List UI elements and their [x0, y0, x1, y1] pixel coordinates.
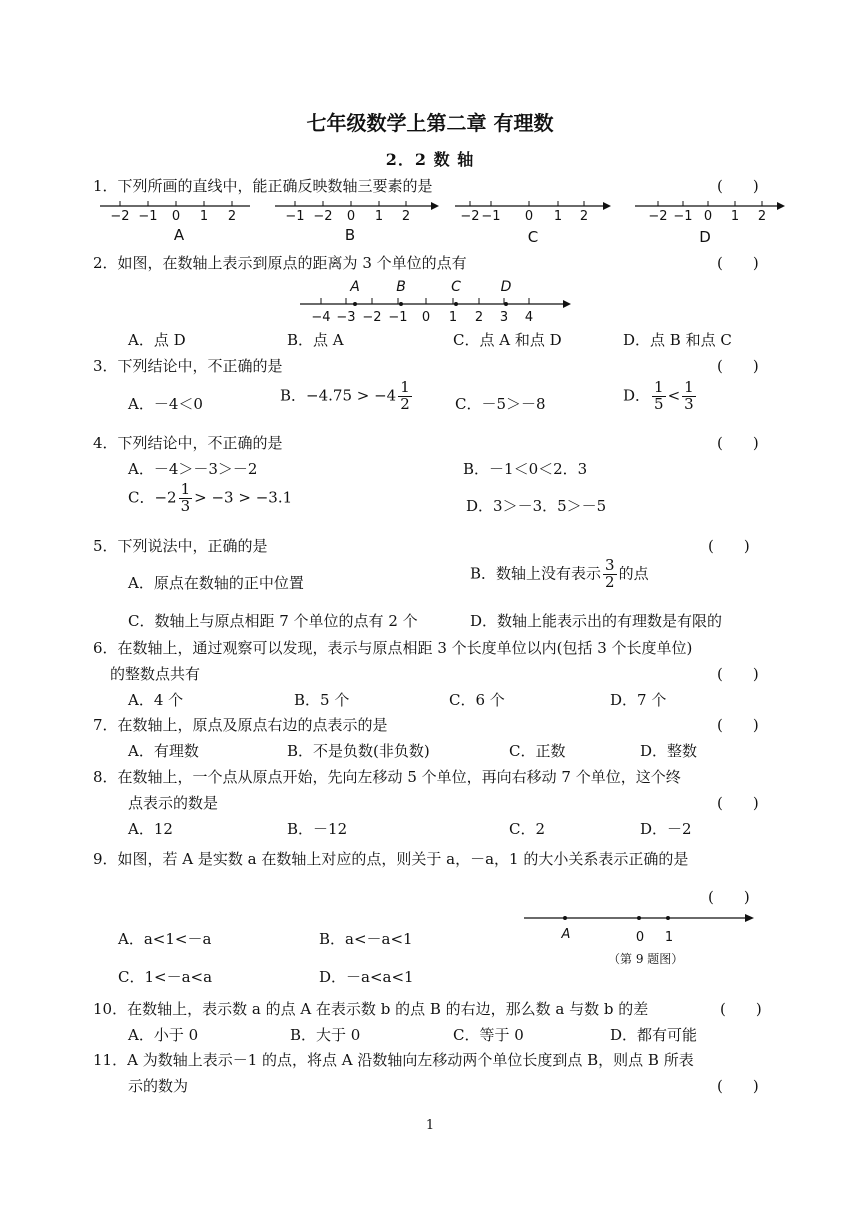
- q5-option-c: C．数轴上与原点相距 7 个单位的点有 2 个: [128, 612, 418, 630]
- q5-option-b-suffix: 的点: [618, 564, 649, 583]
- q8-option-a: A．12: [128, 820, 173, 838]
- q3-option-c: C．－5＞－8: [455, 395, 546, 413]
- axis-d-tick: −1: [673, 209, 693, 224]
- q4-option-c-suffix: > −3 > −3.1: [194, 488, 293, 507]
- q3-option-a: A．－4＜0: [128, 395, 203, 413]
- q9-option-c: C．1<－a<a: [118, 968, 213, 986]
- q7-option-d: D．整数: [640, 742, 698, 760]
- page-number: 1: [425, 1118, 435, 1133]
- q6-option-a: A．4 个: [128, 691, 184, 709]
- axis-c-tick: 1: [553, 209, 563, 224]
- q4-option-d: D．3＞－3．5＞－5: [466, 497, 607, 515]
- q3-option-d: [623, 380, 698, 413]
- fraction-denominator: 2: [605, 572, 615, 591]
- question-2-number-line: [295, 274, 585, 324]
- q8-option-d: D．－2: [640, 820, 692, 838]
- fraction-denominator: 5: [654, 394, 664, 413]
- q5-option-a: A．原点在数轴的正中位置: [128, 574, 304, 592]
- point-label-c: C: [451, 279, 461, 295]
- axis-a-tick: −2: [110, 209, 130, 224]
- axis-d-tick: 1: [730, 209, 740, 224]
- axis-a: [100, 201, 250, 244]
- axis-b-tick: −1: [285, 209, 305, 224]
- q10-option-c: C．等于 0: [453, 1026, 524, 1044]
- q2-option-d: D．点 B 和点 C: [623, 331, 732, 349]
- tick-label: 3: [499, 310, 509, 324]
- q4-option-c: [128, 482, 292, 515]
- axis-b: [275, 201, 439, 244]
- answer-paren-8: ( ): [717, 794, 759, 812]
- axis-d: [635, 201, 785, 246]
- question-4-stem: 4．下列结论中，不正确的是: [93, 434, 283, 452]
- q9-option-b: B．a<－a<1: [319, 930, 413, 948]
- fraction-numerator: 3: [605, 556, 615, 574]
- q5-option-b-fraction: [603, 558, 617, 591]
- tick-label: −1: [388, 310, 408, 324]
- q5-option-b: [470, 558, 649, 591]
- answer-paren-6: ( ): [717, 665, 759, 683]
- q2-option-c: C．点 A 和点 D: [453, 331, 562, 349]
- axis-b-tick: −2: [313, 209, 333, 224]
- axis-a-tick: 1: [199, 209, 209, 224]
- answer-paren-10: ( ): [720, 1000, 762, 1018]
- q3-option-d-fraction-2: [682, 380, 696, 413]
- tick-label: −3: [336, 310, 356, 324]
- q3-option-b: [280, 380, 414, 413]
- tick-label: 1: [448, 310, 458, 324]
- point-label-b: B: [396, 279, 406, 295]
- answer-paren-9: ( ): [708, 888, 750, 906]
- q9-option-d: D．－a<a<1: [319, 968, 414, 986]
- axis-a-tick: 0: [171, 209, 181, 224]
- q3-option-b-label: B．: [280, 386, 307, 405]
- q6-option-c: C．6 个: [449, 691, 505, 709]
- axis-d-tick: 0: [703, 209, 713, 224]
- point-label-d: D: [500, 279, 512, 295]
- axis-b-tick: 0: [346, 209, 356, 224]
- q4-option-c-label: C．: [128, 488, 155, 507]
- question-2-stem: 2．如图，在数轴上表示到原点的距离为 3 个单位的点有: [93, 254, 467, 272]
- axis-b-tick: 1: [374, 209, 384, 224]
- q4-option-c-prefix: −2: [154, 488, 177, 507]
- point-label-a: A: [561, 927, 571, 942]
- axis-c: [455, 201, 611, 246]
- axis-a-tick: 2: [227, 209, 237, 224]
- q10-option-d: D．都有可能: [610, 1026, 698, 1044]
- q2-option-b: B．点 A: [287, 331, 344, 349]
- q5-option-d: D．数轴上能表示出的有理数是有限的: [470, 612, 723, 630]
- answer-paren-3: ( ): [717, 357, 759, 375]
- q4-option-c-fraction: [179, 482, 193, 515]
- question-10-stem: 10．在数轴上，表示数 a 的点 A 在表示数 b 的点 B 的右边，那么数 a 与数 b 的差: [93, 1000, 649, 1018]
- axis-d-tick: −2: [648, 209, 668, 224]
- figure-caption: （第 9 题图）: [608, 952, 684, 966]
- fraction-denominator: 2: [400, 394, 410, 413]
- tick-label: 4: [524, 310, 534, 324]
- question-7-stem: 7．在数轴上，原点及原点右边的点表示的是: [93, 716, 388, 734]
- tick-label: 2: [474, 310, 484, 324]
- fraction-numerator: 1: [684, 378, 694, 396]
- answer-paren-7: ( ): [717, 716, 759, 734]
- question-9-stem: 9．如图，若 A 是实数 a 在数轴上对应的点，则关于 a，－a，1 的大小关系表示正确的是: [93, 850, 689, 868]
- q10-option-a: A．小于 0: [128, 1026, 199, 1044]
- question-8-stem-continued: 点表示的数是: [128, 794, 219, 812]
- question-6-stem-continued: 的整数点共有: [110, 665, 201, 683]
- axis-c-tick: 0: [524, 209, 534, 224]
- fraction-denominator: 3: [180, 496, 191, 515]
- q3-option-b-expr: −4.75 > −4: [306, 386, 397, 405]
- answer-paren-2: ( ): [717, 254, 759, 272]
- fraction-denominator: 3: [684, 394, 694, 413]
- answer-paren-11: ( ): [717, 1077, 759, 1095]
- q8-option-c: C．2: [509, 820, 546, 838]
- q3-option-b-fraction: [398, 380, 412, 413]
- q3-option-d-relation: <: [667, 386, 681, 405]
- q7-option-c: C．正数: [509, 742, 566, 760]
- answer-paren-1: ( ): [717, 177, 759, 195]
- q3-option-d-fraction-1: [652, 380, 666, 413]
- q6-option-d: D．7 个: [610, 691, 667, 709]
- axis-d-letter: D: [699, 228, 711, 246]
- page-title: 七年级数学上第二章 有理数: [306, 111, 554, 135]
- axis-b-letter: B: [344, 226, 356, 244]
- q8-option-b: B．－12: [287, 820, 348, 838]
- q5-option-b-prefix: B．数轴上没有表示: [470, 564, 602, 583]
- q10-option-b: B．大于 0: [290, 1026, 361, 1044]
- answer-paren-5: ( ): [708, 537, 750, 555]
- point-label-a: A: [350, 279, 360, 295]
- question-1-stem: 1．下列所画的直线中，能正确反映数轴三要素的是: [93, 177, 433, 195]
- axis-c-tick: −2: [460, 209, 480, 224]
- tick-label-one: 1: [664, 930, 674, 945]
- question-6-stem: 6．在数轴上，通过观察可以发现，表示与原点相距 3 个长度单位以内(包括 3 个长度单位): [93, 639, 693, 657]
- question-8-stem: 8．在数轴上，一个点从原点开始，先向左移动 5 个单位，再向右移动 7 个单位，这个终: [93, 768, 681, 786]
- q3-option-d-label: D．: [623, 386, 651, 405]
- answer-paren-4: ( ): [717, 434, 759, 452]
- question-9-number-line: [520, 905, 765, 950]
- axis-c-tick: −1: [481, 209, 501, 224]
- tick-label: 0: [421, 310, 431, 324]
- question-11-stem: 11．A 为数轴上表示－1 的点，将点 A 沿数轴向左移动两个单位长度到点 B，则点 B 所表: [93, 1051, 694, 1069]
- q4-option-a: A．－4＞－3＞－2: [128, 460, 258, 478]
- axis-c-tick: 2: [579, 209, 589, 224]
- axis-a-tick: −1: [138, 209, 158, 224]
- q9-option-a: A．a<1<－a: [118, 930, 212, 948]
- question-5-stem: 5．下列说法中，正确的是: [93, 537, 268, 555]
- q4-option-b: B．－1＜0＜2．3: [463, 460, 588, 478]
- question-11-stem-continued: 示的数为: [128, 1077, 189, 1095]
- section-subtitle: 2．2 数 轴: [385, 150, 475, 169]
- axis-c-letter: C: [527, 228, 539, 246]
- question-1-axes: [95, 196, 795, 246]
- fraction-numerator: 1: [180, 480, 191, 498]
- tick-label: −4: [311, 310, 331, 324]
- q7-option-a: A．有理数: [128, 742, 199, 760]
- question-3-stem: 3．下列结论中，不正确的是: [93, 357, 283, 375]
- axis-d-tick: 2: [757, 209, 767, 224]
- tick-label: −2: [362, 310, 382, 324]
- fraction-numerator: 1: [400, 378, 410, 396]
- axis-b-tick: 2: [401, 209, 411, 224]
- q6-option-b: B．5 个: [294, 691, 350, 709]
- axis-a-letter: A: [173, 226, 185, 244]
- tick-label-zero: 0: [635, 930, 645, 945]
- q7-option-b: B．不是负数(非负数): [287, 742, 430, 760]
- fraction-numerator: 1: [654, 378, 664, 396]
- q2-option-a: A．点 D: [128, 331, 186, 349]
